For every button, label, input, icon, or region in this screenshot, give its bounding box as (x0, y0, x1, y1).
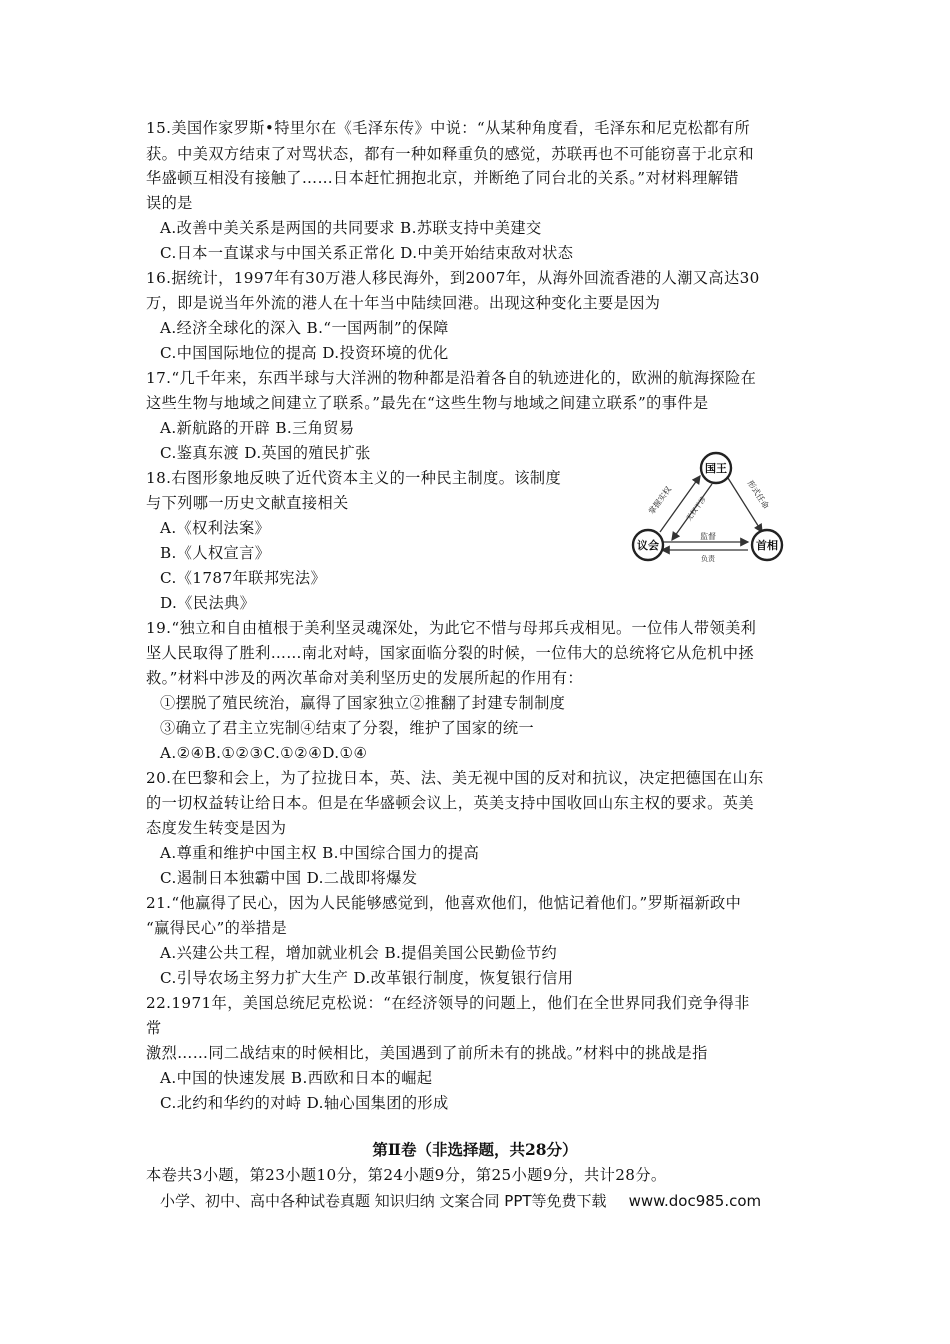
node-parliament-label: 议会 (637, 539, 659, 552)
label-responsible: 负责 (701, 555, 715, 563)
q18-line-2: 与下列哪一历史文献直接相关 (146, 494, 349, 512)
q18-option-a: A.《权利法案》 (160, 519, 271, 537)
q22-line-2: 常 (146, 1019, 162, 1037)
q21-options-cd: C.引导农场主努力扩大生产 D.改革银行制度，恢复银行信用 (160, 969, 574, 987)
constitutional-monarchy-diagram (624, 446, 796, 574)
q17-line-1: 17.“几千年来，东西半球与大洋洲的物种都是沿着各自的轨迹进化的，欧洲的航海探险在 (146, 369, 757, 387)
footer-text: 小学、初中、高中各种试卷真题 知识归纳 文案合同 PPT等免费下载 (160, 1192, 607, 1210)
q21-line-2: “赢得民心”的举措是 (146, 919, 288, 937)
q17-line-2: 这些生物与地域之间建立了联系。”最先在“这些生物与地域之间建立联系”的事件是 (146, 394, 709, 412)
q16-line-1: 16.据统计，1997年有30万港人移民海外，到2007年，从海外回流香港的人潮又高达30 (146, 269, 760, 287)
q19-options: A.②④B.①②③C.①②④D.①④ (160, 744, 368, 762)
q17-options-ab: A.新航路的开辟 B.三角贸易 (160, 419, 355, 437)
q19-line-1: 19.“独立和自由植根于美利坚灵魂深处，为此它不惜与母邦兵戎相见。一位伟人带领美利 (146, 619, 757, 637)
q22-options-cd: C.北约和华约的对峙 D.轴心国集团的形成 (160, 1094, 449, 1112)
q18-option-c: C.《1787年联邦宪法》 (160, 569, 327, 587)
q15-line-4: 误的是 (146, 194, 193, 212)
label-real-power: 掌握实权 (646, 484, 674, 517)
q15-options-ab: A.改善中美关系是两国的共同要求 B.苏联支持中美建交 (160, 219, 542, 237)
section-2-description: 本卷共3小题，第23小题10分，第24小题9分，第25小题9分，共计28分。 (146, 1166, 667, 1184)
q19-statements-34: ③确立了君主立宪制④结束了分裂，维护了国家的统一 (160, 719, 535, 737)
node-pm-label: 首相 (756, 539, 778, 552)
q18-option-b: B.《人权宣言》 (160, 544, 271, 562)
q20-line-2: 的一切权益转让给日本。但是在华盛顿会议上，英美支持中国收回山东主权的要求。英美 (146, 794, 754, 812)
q17-options-cd: C.鉴真东渡 D.英国的殖民扩张 (160, 444, 371, 462)
q18-option-d: D.《民法典》 (160, 594, 256, 612)
q19-line-3: 救。”材料中涉及的两次革命对美利坚历史的发展所起的作用有： (146, 669, 584, 687)
node-king-label: 国王 (705, 462, 727, 475)
q20-line-3: 态度发生转变是因为 (146, 819, 287, 837)
q18-line-1: 18.右图形象地反映了近代资本主义的一种民主制度。该制度 (146, 469, 562, 487)
label-formal-appointment: 形式任命 (745, 478, 771, 511)
footer-url[interactable]: www.doc985.com (628, 1192, 762, 1210)
label-supervise: 监督 (700, 532, 716, 541)
q15-line-3: 华盛顿互相没有接触了……日本赶忙拥抱北京，并断绝了同台北的关系。”对材料理解错 (146, 169, 739, 187)
q19-line-2: 坚人民取得了胜利……南北对峙，国家面临分裂的时候，一位伟大的总统将它从危机中拯 (146, 644, 754, 662)
q21-line-1: 21.“他赢得了民心，因为人民能够感觉到，他喜欢他们，他惦记着他们。”罗斯福新政中 (146, 894, 742, 912)
q16-options-cd: C.中国国际地位的提高 D.投资环境的优化 (160, 344, 449, 362)
q20-line-1: 20.在巴黎和会上，为了拉拢日本，英、法、美无视中国的反对和抗议，决定把德国在山东 (146, 769, 764, 787)
q20-options-cd: C.遏制日本独霸中国 D.二战即将爆发 (160, 869, 418, 887)
q20-options-ab: A.尊重和维护中国主权 B.中国综合国力的提高 (160, 844, 480, 862)
q15-options-cd: C.日本一直谋求与中国关系正常化 D.中美开始结束敌对状态 (160, 244, 574, 262)
q16-line-2: 万，即是说当年外流的港人在十年当中陆续回港。出现这种变化主要是因为 (146, 294, 661, 312)
label-no-interference: 无权干涉 (684, 495, 708, 523)
section-2-title: 第Ⅱ卷（非选择题，共28分） (372, 1140, 578, 1159)
page-footer (160, 1190, 761, 1211)
q15-line-1: 15.美国作家罗斯•特里尔在《毛泽东传》中说：“从某种角度看，毛泽东和尼克松都有所 (146, 119, 751, 137)
q22-line-3: 激烈……同二战结束的时候相比，美国遇到了前所未有的挑战。”材料中的挑战是指 (146, 1044, 708, 1062)
q15-line-2: 获。中美双方结束了对骂状态，都有一种如释重负的感觉，苏联再也不可能窃喜于北京和 (146, 145, 754, 163)
q19-statements-12: ①摆脱了殖民统治，赢得了国家独立②推翻了封建专制制度 (160, 694, 566, 712)
q22-line-1: 22.1971年，美国总统尼克松说：“在经济领导的问题上，他们在全世界同我们竞争得非 (146, 994, 750, 1012)
q22-options-ab: A.中国的快速发展 B.西欧和日本的崛起 (160, 1069, 433, 1087)
q16-options-ab: A.经济全球化的深入 B.“一国两制”的保障 (160, 319, 449, 337)
q21-options-ab: A.兴建公共工程，增加就业机会 B.提倡美国公民勤俭节约 (160, 944, 558, 962)
